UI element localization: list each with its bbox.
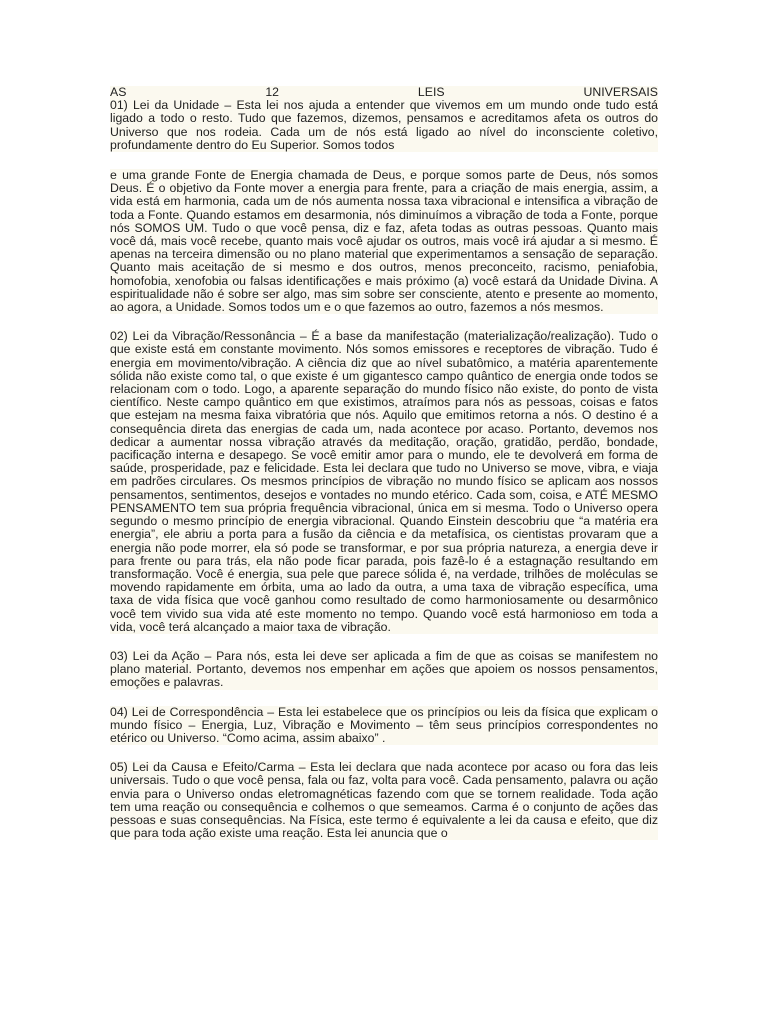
paragraph-law-05: 05) Lei da Causa e Efeito/Carma – Esta lei declara que nada acontece por acaso ou fora das leis universais. Tudo o que você pensa, fala ou faz, volta para você. Cada pensamento, palavra ou ação envia para o Universo ondas eletromagnéticas fazendo com que se tornem realidade. Toda ação tem uma reação ou consequência e colhemos o que semeamos. Carma é o conjunto de ações das pessoas e suas consequências. Na Física, este termo é equivalente a lei da causa e efeito, que diz que para toda ação existe uma reação. Esta lei anuncia que o [110,760,658,841]
title-word-12: 12 [265,85,279,99]
title-word-universais: UNIVERSAIS [583,85,658,99]
title-word-as: AS [110,85,127,99]
paragraph-law-03: 03) Lei da Ação – Para nós, esta lei deve ser aplicada a fim de que as coisas se manifestem no plano material. Portanto, devemos nos empenhar em ações que apoiem os nossos pensamentos, emoções e palavras. [110,648,658,690]
paragraph-law-01-continued: e uma grande Fonte de Energia chamada de Deus, e porque somos parte de Deus, nós somos Deus. É o objetivo da Fonte mover a energia para frente, para a criação de mais energia, assim, a vida está em harmonia, cada um de nós aumenta nossa taxa vibracional e intensifica a vibração de toda a Fonte. Quando estamos em desarmonia, nós diminuímos a vibração de toda a Fonte, porque nós SOMOS UM. Tudo o que você pensa, diz e faz, afeta todas as outras pessoas. Quanto mais você dá, mais você recebe, quanto mais você ajudar os outros, mais você irá ajudar a si mesmo. É apenas na terceira dimensão ou no plano material que experimentamos a sensação de separação. Quanto mais aceitação de si mesmo e dos outros, menos preconceito, racismo, peniafobia, homofobia, xenofobia ou falsas identificações e mais próximo (a) você estará da Unidade Divina. A espiritualidade não é sobre ser algo, mas sim sobre ser consciente, atento e presente ao momento, ao agora, a Unidade. Somos todos um e o que fazemos ao outro, fazemos a nós mesmos. [110,168,658,315]
paragraph-law-04: 04) Lei de Correspondência – Esta lei estabelece que os princípios ou leis da física que explicam o mundo físico – Energia, Luz, Vibração e Movimento – têm seus princípios correspondentes no etérico ou Universo. “Como acima, assim abaixo” . [110,704,658,745]
title-word-leis: LEIS [417,85,445,99]
paragraph-law-01-intro: 01) Lei da Unidade – Esta lei nos ajuda a entender que vivemos em um mundo onde tudo está ligado a todo o resto. Tudo que fazemos, dizemos, pensamos e acreditamos afeta os outros do Universo que nos rodeia. Cada um de nós está ligado ao nível do inconsciente coletivo, profundamente dentro do Eu Superior. Somos todos [110,98,658,152]
paragraph-law-02: 02) Lei da Vibração/Ressonância – É a base da manifestação (materialização/realização). Tudo o que existe está em constante movimento. Nós somos emissores e receptores de vibração. Tudo é energia em movimento/vibração. A ciência diz que ao nível subatômico, a matéria aparentemente sólida não existe como tal, o que existe é um gigantesco campo quântico de energia onde todos se relacionam com o todo. Logo, a aparente separação do mundo físico não existe, do ponto de vista científico. Neste campo quântico em que existimos, atraímos para nós as pessoas, coisas e fatos que estejam na mesma faixa vibratória que nós. Aquilo que emitimos retorna a nós. O destino é a consequência direta das energias de cada um, nada acontece por acaso. Portanto, devemos nos dedicar a aumentar nossa vibração através da meditação, oração, gratidão, perdão, bondade, pacificação interna e desapego. Se você emitir amor para o mundo, ele te devolverá em forma de saúde, prosperidade, paz e felicidade. Esta lei declara que tudo no Universo se move, vibra, e viaja em padrões circulares. Os mesmos princípios de vibração no mundo físico se aplicam aos nossos pensamentos, sentimentos, desejos e vontades no mundo etérico. Cada som, coisa, e ATÉ MESMO PENSAMENTO tem sua própria frequência vibracional, única em si mesma. Todo o Universo opera segundo o mesmo princípio de energia vibracional. Quando Einstein descobriu que “a matéria era energia”, ele abriu a porta para a fusão da ciência e da metafísica, os cientistas provaram que a energia não pode morrer, ela só pode se transformar, e por sua própria natureza, a energia deve ir para frente ou para trás, ela não pode ficar parada, pois fazê-lo é a estagnação resultando em transformação. Você é energia, sua pele que parece sólida é, na verdade, trilhões de moléculas se movendo rapidamente em órbita, uma ao lado da outra, a uma taxa de vibração específica, uma taxa de vida física que você ganhou como resultado de como harmoniosamente ou desarmônico você tem vivido sua vida até este momento no tempo. Quando você está harmonioso em toda a vida, você terá alcançado a maior taxa de vibração. [110,329,658,634]
document-header-block [110,86,658,152]
document-page [110,86,658,840]
